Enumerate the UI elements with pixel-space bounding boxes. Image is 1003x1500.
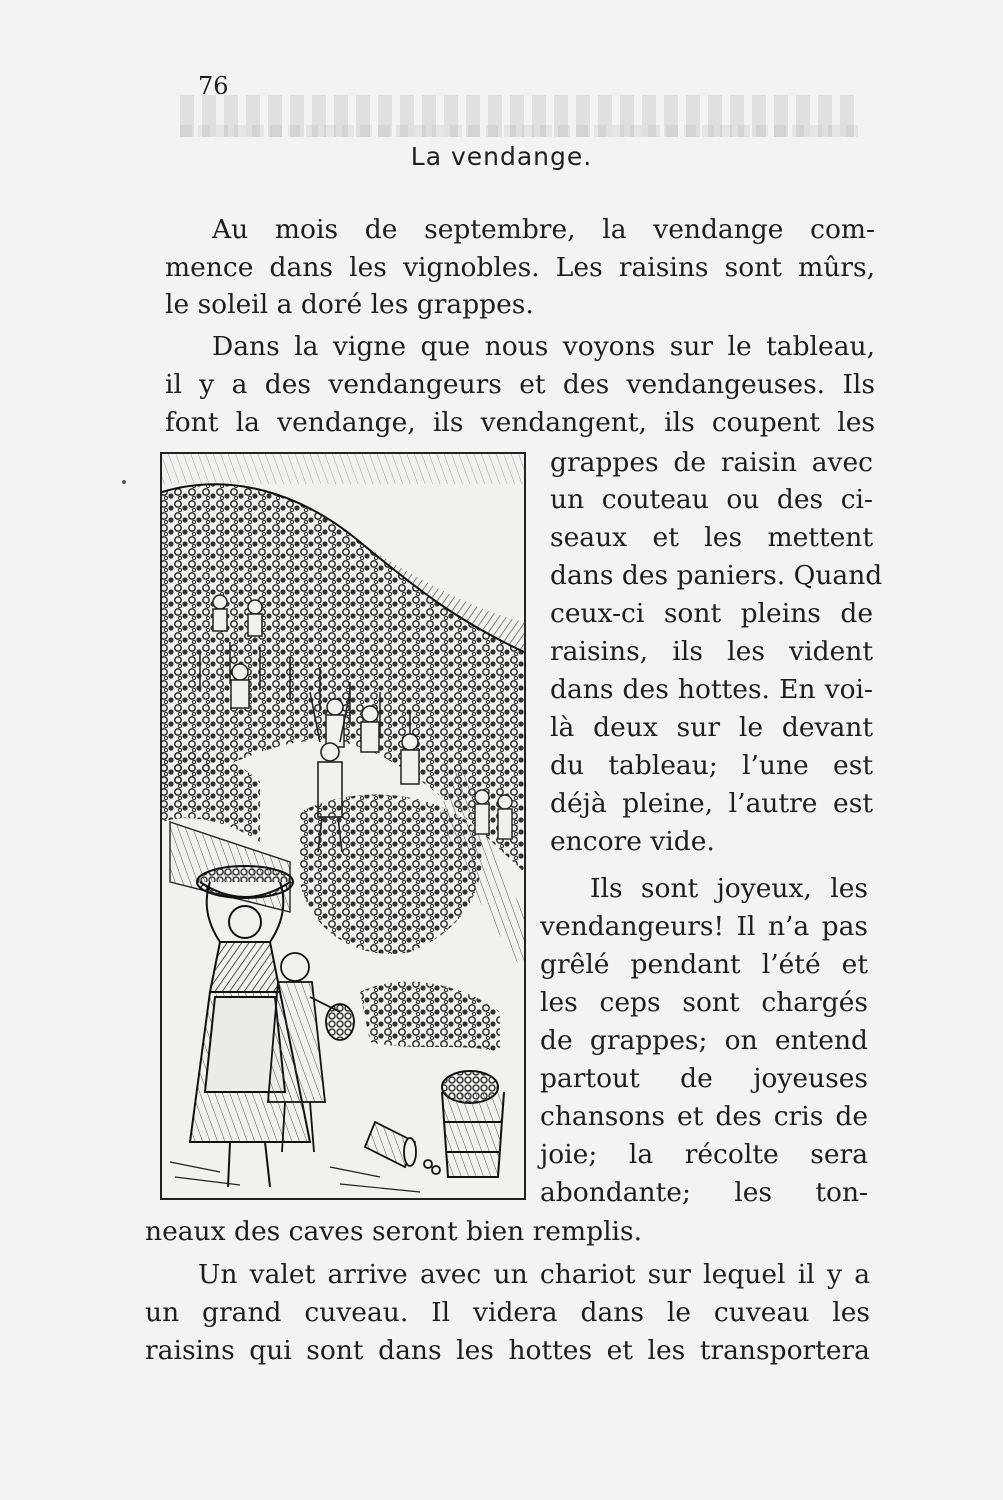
text-line: encore vide. [550, 826, 715, 857]
text-line: chansons et des cris de [540, 1101, 868, 1132]
harvest-illustration [160, 452, 526, 1200]
text-line: seaux et les mettent [550, 522, 873, 553]
show-through [180, 125, 860, 137]
text-line: le soleil a doré les grappes. [165, 289, 534, 320]
paper-speck [122, 480, 126, 484]
page-number: 76 [198, 72, 229, 100]
text-line: vendangeurs! Il n’a pas [540, 911, 868, 942]
text-line: il y a des vendangeurs et des vendangeuses. Ils [165, 369, 875, 400]
text-line: font la vendange, ils vendangent, ils coupent les [165, 407, 875, 438]
text-line: partout de joyeuses [540, 1063, 868, 1094]
text-line: déjà pleine, l’autre est [550, 788, 873, 819]
text-line: raisins qui sont dans les hottes et les transportera [145, 1335, 870, 1366]
text-line: dans des hottes. En voi- [550, 674, 873, 705]
text-line: de grappes; on entend [540, 1025, 868, 1056]
text-line: joie; la récolte sera [540, 1139, 868, 1170]
text-line: Dans la vigne que nous voyons sur le tableau, [212, 331, 875, 362]
text-line: neaux des caves seront bien remplis. [145, 1216, 643, 1247]
text-line: Ils sont joyeux, les [590, 873, 868, 904]
text-line: les ceps sont chargés [540, 987, 868, 1018]
text-line: grêlé pendant l’été et [540, 949, 868, 980]
text-line: grappes de raisin avec [550, 447, 873, 478]
engraving-artwork [160, 452, 526, 1200]
text-line: un couteau ou des ci- [550, 484, 873, 515]
text-line: Au mois de septembre, la vendange com- [212, 214, 875, 245]
text-line: abondante; les ton- [540, 1177, 868, 1208]
text-line: raisins, ils les vident [550, 636, 873, 667]
text-line: du tableau; l’une est [550, 750, 873, 781]
chapter-title: La vendange. [410, 142, 593, 171]
text-line: mence dans les vignobles. Les raisins sont mûrs, [165, 252, 875, 283]
text-line: là deux sur le devant [550, 712, 873, 743]
text-line: un grand cuveau. Il videra dans le cuveau les [145, 1297, 870, 1328]
text-line: ceux-ci sont pleins de [550, 598, 873, 629]
text-line: Un valet arrive avec un chariot sur lequel il y a [198, 1259, 870, 1290]
text-line: dans des paniers. Quand [550, 560, 883, 591]
